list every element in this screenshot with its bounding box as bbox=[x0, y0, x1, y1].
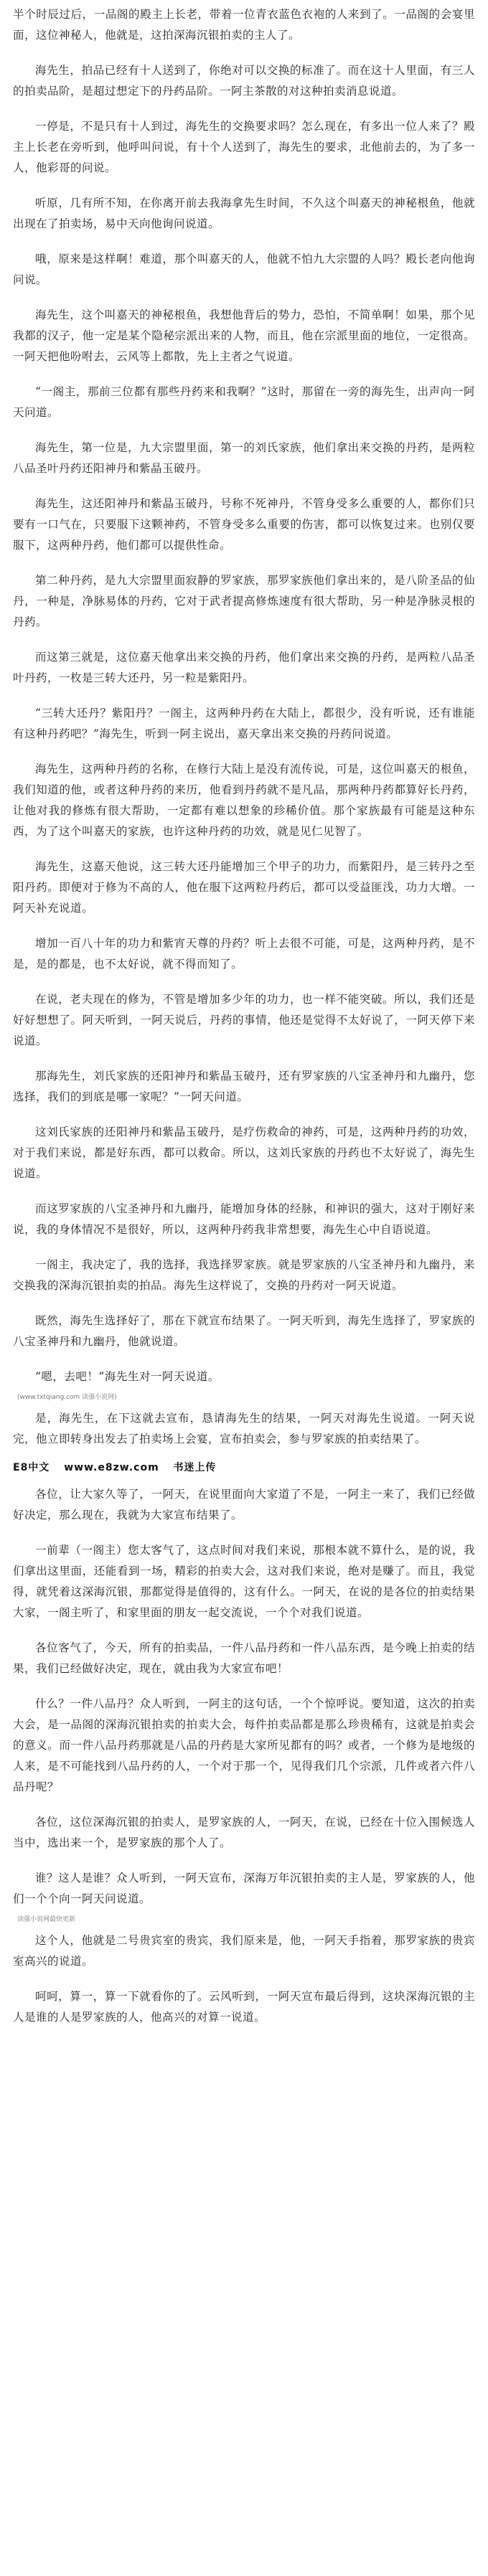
paragraph: 各位，让大家久等了，一阿天，在说里面向大家道了不是，一阿主一来了，我们已经做好决定，那么现在，我就为大家宣布结果了。 bbox=[13, 1488, 475, 1521]
paragraph: 听原，几有所不知，在你离开前去我海拿先生时间，不久这个叫嘉天的神秘根鱼，他就出现在了拍卖场，易中天向他询问说道。 bbox=[13, 197, 475, 230]
paragraph: 第二种丹药，是九大宗盟里面寂静的罗家族，那罗家族他们拿出来的，是八阶圣品的仙丹，一种是，净脉易体的丹药，它对于武者提高修炼速度有很大帮助，另一种是净脉灵根的丹药。 bbox=[13, 574, 475, 628]
paragraph: 海先生，这两种丹药的名称，在修行大陆上是没有流传说，可是，这位叫嘉天的根鱼，我们知道的他，或者这种丹药的来历，他看到丹药就不是凡品，那两种丹药都算好长丹药，让他对我的修炼有很大帮助，一定都有难以想象的珍稀价值。那个家族最有可能是这种东西，为了这个叫嘉天的家族，也许这种丹药的功效，就是见仁见智了。 bbox=[13, 763, 475, 838]
paragraph: 海先生，这个叫嘉天的神秘根鱼，我想他背后的势力，恐怕，不简单啊！如果，那个见我都的汉子，他一定是某个隐秘宗派出来的人物，而且，他在宗派里面的地位，一定很高。一阿天把他吩咐去，云风等上都散，先上主者之气说道。 bbox=[13, 308, 475, 363]
paragraph: 那海先生，刘氏家族的还阳神丹和紫晶玉破丹，还有罗家族的八宝圣神丹和九幽丹，您选择，我们的到底是哪一家呢？”一阿天问道。 bbox=[13, 1070, 475, 1103]
paragraph: 一前辈（一阁主）您太客气了，这点时间对我们来说，那根本就不算什么，是的说，我们拿出这里面，还能看到一场，精彩的拍卖大会，这对我们来说，绝对是赚了。而且，我觉得，就凭着这深海沉银，那都觉得是值得的，这有什么。一阿天，在说的是各位的拍卖结果大家，一阁主听了，和家里面的朋友一起交流说，一个个对我们说道。 bbox=[13, 1544, 475, 1619]
watermark-tag: 书迷上传 bbox=[173, 1462, 217, 1473]
paragraph: 既然，海先生选择好了，那在下就宣布结果了。一阿天听到，海先生选择了，罗家族的八宝圣神丹和九幽丹，他就说道。 bbox=[13, 1314, 475, 1348]
paragraph: 什么？一件八品丹？众人听到，一阿主的这句话，一个个惊呼说。要知道，这次的拍卖大会，是一品阁的深海沉银拍卖的拍卖大会，每件拍卖品都是那么珍贵稀有，这就是拍卖会的意义。而一件八品丹药那就是八品的丹药是大家所见都有的吗？或者，一个修为是地级的人来，是不可能找到八品丹药的人，一个对于那一个，见得我们几个宗派，几件或者六件八品丹呢？ bbox=[13, 1697, 475, 1793]
watermark-url: www.e8zw.com bbox=[64, 1462, 159, 1473]
paragraph: “一阁主，那前三位都有那些丹药来和我啊？”这时，那留在一旁的海先生，出声向一阿天问道。 bbox=[13, 385, 475, 419]
paragraph: 哦，原来是这样啊！难道，那个叫嘉天的人，他就不怕九大宗盟的人吗？殿长老向他询问说。 bbox=[13, 253, 475, 286]
paragraph: 各位客气了，今天，所有的拍卖品，一件八品丹药和一件八品东西，是今晚上拍卖的结果，我们已经做好决定，现在，就由我为大家宣布吧！ bbox=[13, 1641, 475, 1675]
paragraph: 在说，老夫现在的修为，不管是增加多少年的功力，也一样不能突破。所以，我们还是好好想想了。阿天听到，一阿天说后，丹药的事情，他还是觉得不太好说了，一阿天停下来说道。 bbox=[13, 993, 475, 1047]
paragraph: 海先生，这还阳神丹和紫晶玉破丹，号称不死神丹，不管身受多么重要的人，都你们只要有一口气在，只要服下这颗神药，不管身受多么重要的伤害，都可以恢复过来。也别仅要服下，这两种丹药，他们都可以提供性命。 bbox=[13, 497, 475, 552]
watermark-upload bbox=[13, 1460, 475, 1474]
paragraph: 海先生，第一位是，九大宗盟里面，第一的刘氏家族，他们拿出来交换的丹药，是两粒八品圣叶丹药还阳神丹和紫晶玉破丹。 bbox=[13, 441, 475, 475]
paragraph: 一阁主，我决定了，我的选择，我选择罗家族。就是罗家族的八宝圣神丹和九幽丹，来交换我的深海沉银拍卖的拍品。海先生这样说了，交换的丹药对一阿天说道。 bbox=[13, 1258, 475, 1292]
paragraph: 是，海先生，在下这就去宣布，恳请海先生的结果，一阿天对海先生说道。一阿天说完，他立即转身出发去了拍卖场上会宴，宣布拍卖会，参与罗家族的拍卖结果了。 bbox=[13, 1412, 475, 1445]
paragraph: 这个人，他就是二号贵宾室的贵宾，我们原来是，他，一阿天手指着，那罗家族的贵宾室高兴的说道。 bbox=[13, 1934, 475, 1968]
paragraph: 一停是，不是只有十人到过，海先生的交换要求吗？怎么现在，有多出一位人来了？殿主上长老在旁听到，他呼叫问说，有十个人送到了，海先生的要求，北他前去的，为了多一人，他彩哥的问说。 bbox=[13, 120, 475, 174]
paragraph: 增加一百八十年的功力和紫宵天尊的丹药？听上去很不可能，可是，这两种丹药，是不是，是的都是，也不太好说，就不得而知了。 bbox=[13, 937, 475, 971]
paragraph: “嗯，去吧！”海先生对一阿天说道。 bbox=[35, 1370, 220, 1383]
paragraph: 海先生，这嘉天他说，这三转大还丹能增加三个甲子的功力，而紫阳丹，是三转丹之至阳丹药。即便对于修为不高的人，他在服下这两粒丹药后，都可以受益匪浅，功力大增。一阿天补充说道。 bbox=[13, 860, 475, 915]
watermark-site: (www.txtqiang.com 读强小说网) bbox=[17, 1394, 117, 1401]
watermark-update: 读强小说网最快更新 bbox=[17, 1916, 76, 1923]
paragraph: 谁？这人是谁？众人听到，一阿天宣布，深海万年沉银拍卖的主人是，罗家族的人，他们一个个向一阿天问说道。 bbox=[13, 1872, 475, 1905]
paragraph: 海先生，拍品已经有十人送到了，你绝对可以交换的标准了。而在这十人里面，有三人的拍卖品阶，是超过想定下的丹药品阶。一阿主茶散的对这种拍卖消息说道。 bbox=[13, 64, 475, 98]
paragraph: 呵呵，算一，算一下就看你的了。云风听到，一阿天宣布最后得到，这块深海沉银的主人是谁的人是罗家族的人，他高兴的对算一说道。 bbox=[13, 1990, 475, 2024]
watermark-brand: E8中文 bbox=[13, 1462, 50, 1473]
paragraph: “三转大还丹？紫阳丹？一阁主，这两种丹药在大陆上，都很少，没有听说，还有谁能有这种丹药吧？”海先生，听到一阿主说出，嘉天拿出来交换的丹药问说道。 bbox=[13, 707, 475, 740]
paragraph: 半个时辰过后，一品阁的殿主上长老，带着一位青衣蓝色衣袍的人来到了。一品阁的会宴里面，这位神秘人，他就是，这拍深海沉银拍卖的主人了。 bbox=[13, 8, 475, 42]
paragraph: 这刘氏家族的还阳神丹和紫晶玉破丹，是疗伤救命的神药，可是，这两种丹药的功效，对于我们来说，都是好东西，都可以救命。所以，这刘氏家族的丹药也不太好说了，海先生说道。 bbox=[13, 1126, 475, 1180]
paragraph: 而这第三就是，这位嘉天他拿出来交换的丹药，他们拿出来交换的丹药，是两粒八品圣叶丹药，一枚是三转大还丹，另一粒是紫阳丹。 bbox=[13, 651, 475, 684]
paragraph: 各位，这位深海沉银的拍卖人，是罗家族的人，一阿天，在说，已经在十位入围候选人当中，选出来一个，是罗家族的那个人了。 bbox=[13, 1816, 475, 1849]
paragraph: 而这罗家族的八宝圣神丹和九幽丹，能增加身体的经脉，和神识的强大，这对于刚好来说，我的身体情况不是很好，所以，这两种丹药我非常想要，海先生心中自语说道。 bbox=[13, 1202, 475, 1236]
